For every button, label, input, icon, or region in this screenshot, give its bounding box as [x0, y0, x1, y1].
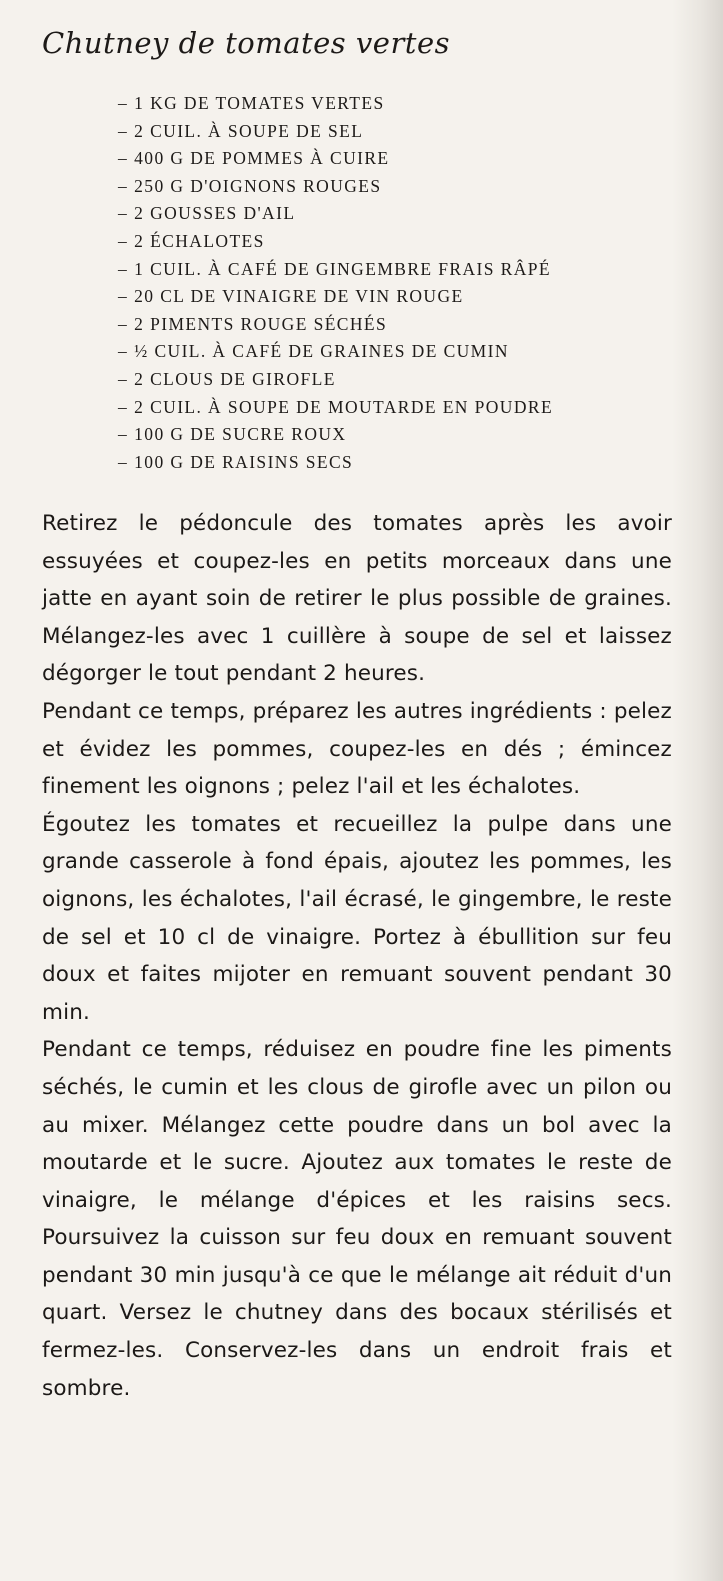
ingredient-text: 1 KG DE TOMATES VERTES — [134, 93, 385, 113]
ingredient-item — [118, 173, 553, 201]
ingredient-item — [118, 338, 553, 366]
recipe-method — [42, 505, 672, 1407]
ingredient-item — [118, 256, 553, 284]
list-dash: – — [118, 368, 129, 389]
list-dash: – — [118, 230, 129, 251]
ingredient-item — [118, 145, 553, 173]
ingredient-item — [118, 200, 553, 228]
ingredient-item — [118, 90, 553, 118]
list-dash: – — [118, 93, 129, 113]
ingredient-text: 2 ÉCHALOTES — [134, 230, 265, 251]
ingredient-text: 2 CLOUS DE GIROFLE — [134, 368, 336, 389]
method-paragraph: Retirez le pédoncule des tomates après les avoir essuyées et coupez-les en petits morceaux dans une jatte en ayant soin de retirer le plus possible de graines. Mélangez-les avec 1 cuillère à soupe de sel et laissez dégorger le tout pendant 2 heures. — [42, 511, 672, 687]
ingredient-text: 2 CUIL. À SOUPE DE MOUTARDE EN POUDRE — [134, 396, 554, 417]
method-paragraph: Pendant ce temps, réduisez en poudre fine les piments séchés, le cumin et les clous de girofle avec un pilon ou au mixer. Mélangez cette poudre dans un bol avec la moutarde et le sucre. Ajoutez aux tomates le reste de vinaigre, le mélange d'épices et les raisins secs. Poursuivez la cuisson sur feu doux en remuant souvent pendant 30 min jusqu'à ce que le mélange ait réduit d'un quart. Versez le chutney dans des bocaux stérilisés et fermez-les. Conservez-les dans un endroit frais et sombre. — [42, 1037, 672, 1401]
list-dash: – — [118, 424, 129, 445]
list-dash: – — [118, 396, 129, 417]
ingredient-text: ½ CUIL. À CAFÉ DE GRAINES DE CUMIN — [134, 341, 509, 362]
ingredient-item — [118, 449, 553, 477]
recipe-title: Chutney de tomates vertes — [42, 26, 451, 60]
list-dash: – — [118, 175, 129, 196]
ingredient-item — [118, 283, 553, 311]
list-dash: – — [118, 148, 129, 169]
method-paragraph: Égoutez les tomates et recueillez la pulpe dans une grande casserole à fond épais, ajoutez les pommes, les oignons, les échalotes, l'ail écrasé, le gingembre, le reste de sel et 10 cl de vinaigre. Portez à ébullition sur feu doux et faites mijoter en remuant souvent pendant 30 min. — [42, 811, 672, 1025]
ingredient-text: 1 CUIL. À CAFÉ DE GINGEMBRE FRAIS RÂPÉ — [134, 258, 551, 279]
method-paragraph: Pendant ce temps, préparez les autres ingrédients : pelez et évidez les pommes, coupez-les en dés ; émincez finement les oignons ; pelez l'ail et les échalotes. — [42, 698, 672, 800]
ingredient-text: 2 CUIL. À SOUPE DE SEL — [134, 120, 364, 141]
list-dash: – — [118, 451, 129, 472]
ingredient-item — [118, 118, 553, 146]
list-dash: – — [118, 120, 129, 141]
ingredient-text: 100 G DE RAISINS SECS — [134, 451, 354, 472]
list-dash: – — [118, 203, 129, 224]
ingredient-text: 20 CL DE VINAIGRE DE VIN ROUGE — [134, 286, 464, 307]
ingredient-text: 2 GOUSSES D'AIL — [134, 203, 296, 224]
list-dash: – — [118, 313, 129, 334]
ingredient-text: 2 PIMENTS ROUGE SÉCHÉS — [134, 313, 388, 334]
ingredient-text: 100 G DE SUCRE ROUX — [134, 424, 347, 445]
ingredient-item — [118, 366, 553, 394]
ingredient-item — [118, 311, 553, 339]
ingredient-text: 400 G DE POMMES À CUIRE — [134, 148, 390, 169]
ingredient-item — [118, 394, 553, 422]
list-dash: – — [118, 286, 129, 307]
ingredient-text: 250 G D'OIGNONS ROUGES — [134, 175, 382, 196]
ingredient-list — [118, 90, 553, 476]
ingredient-item — [118, 421, 553, 449]
list-dash: – — [118, 341, 129, 362]
ingredient-item — [118, 228, 553, 256]
list-dash: – — [118, 258, 129, 279]
